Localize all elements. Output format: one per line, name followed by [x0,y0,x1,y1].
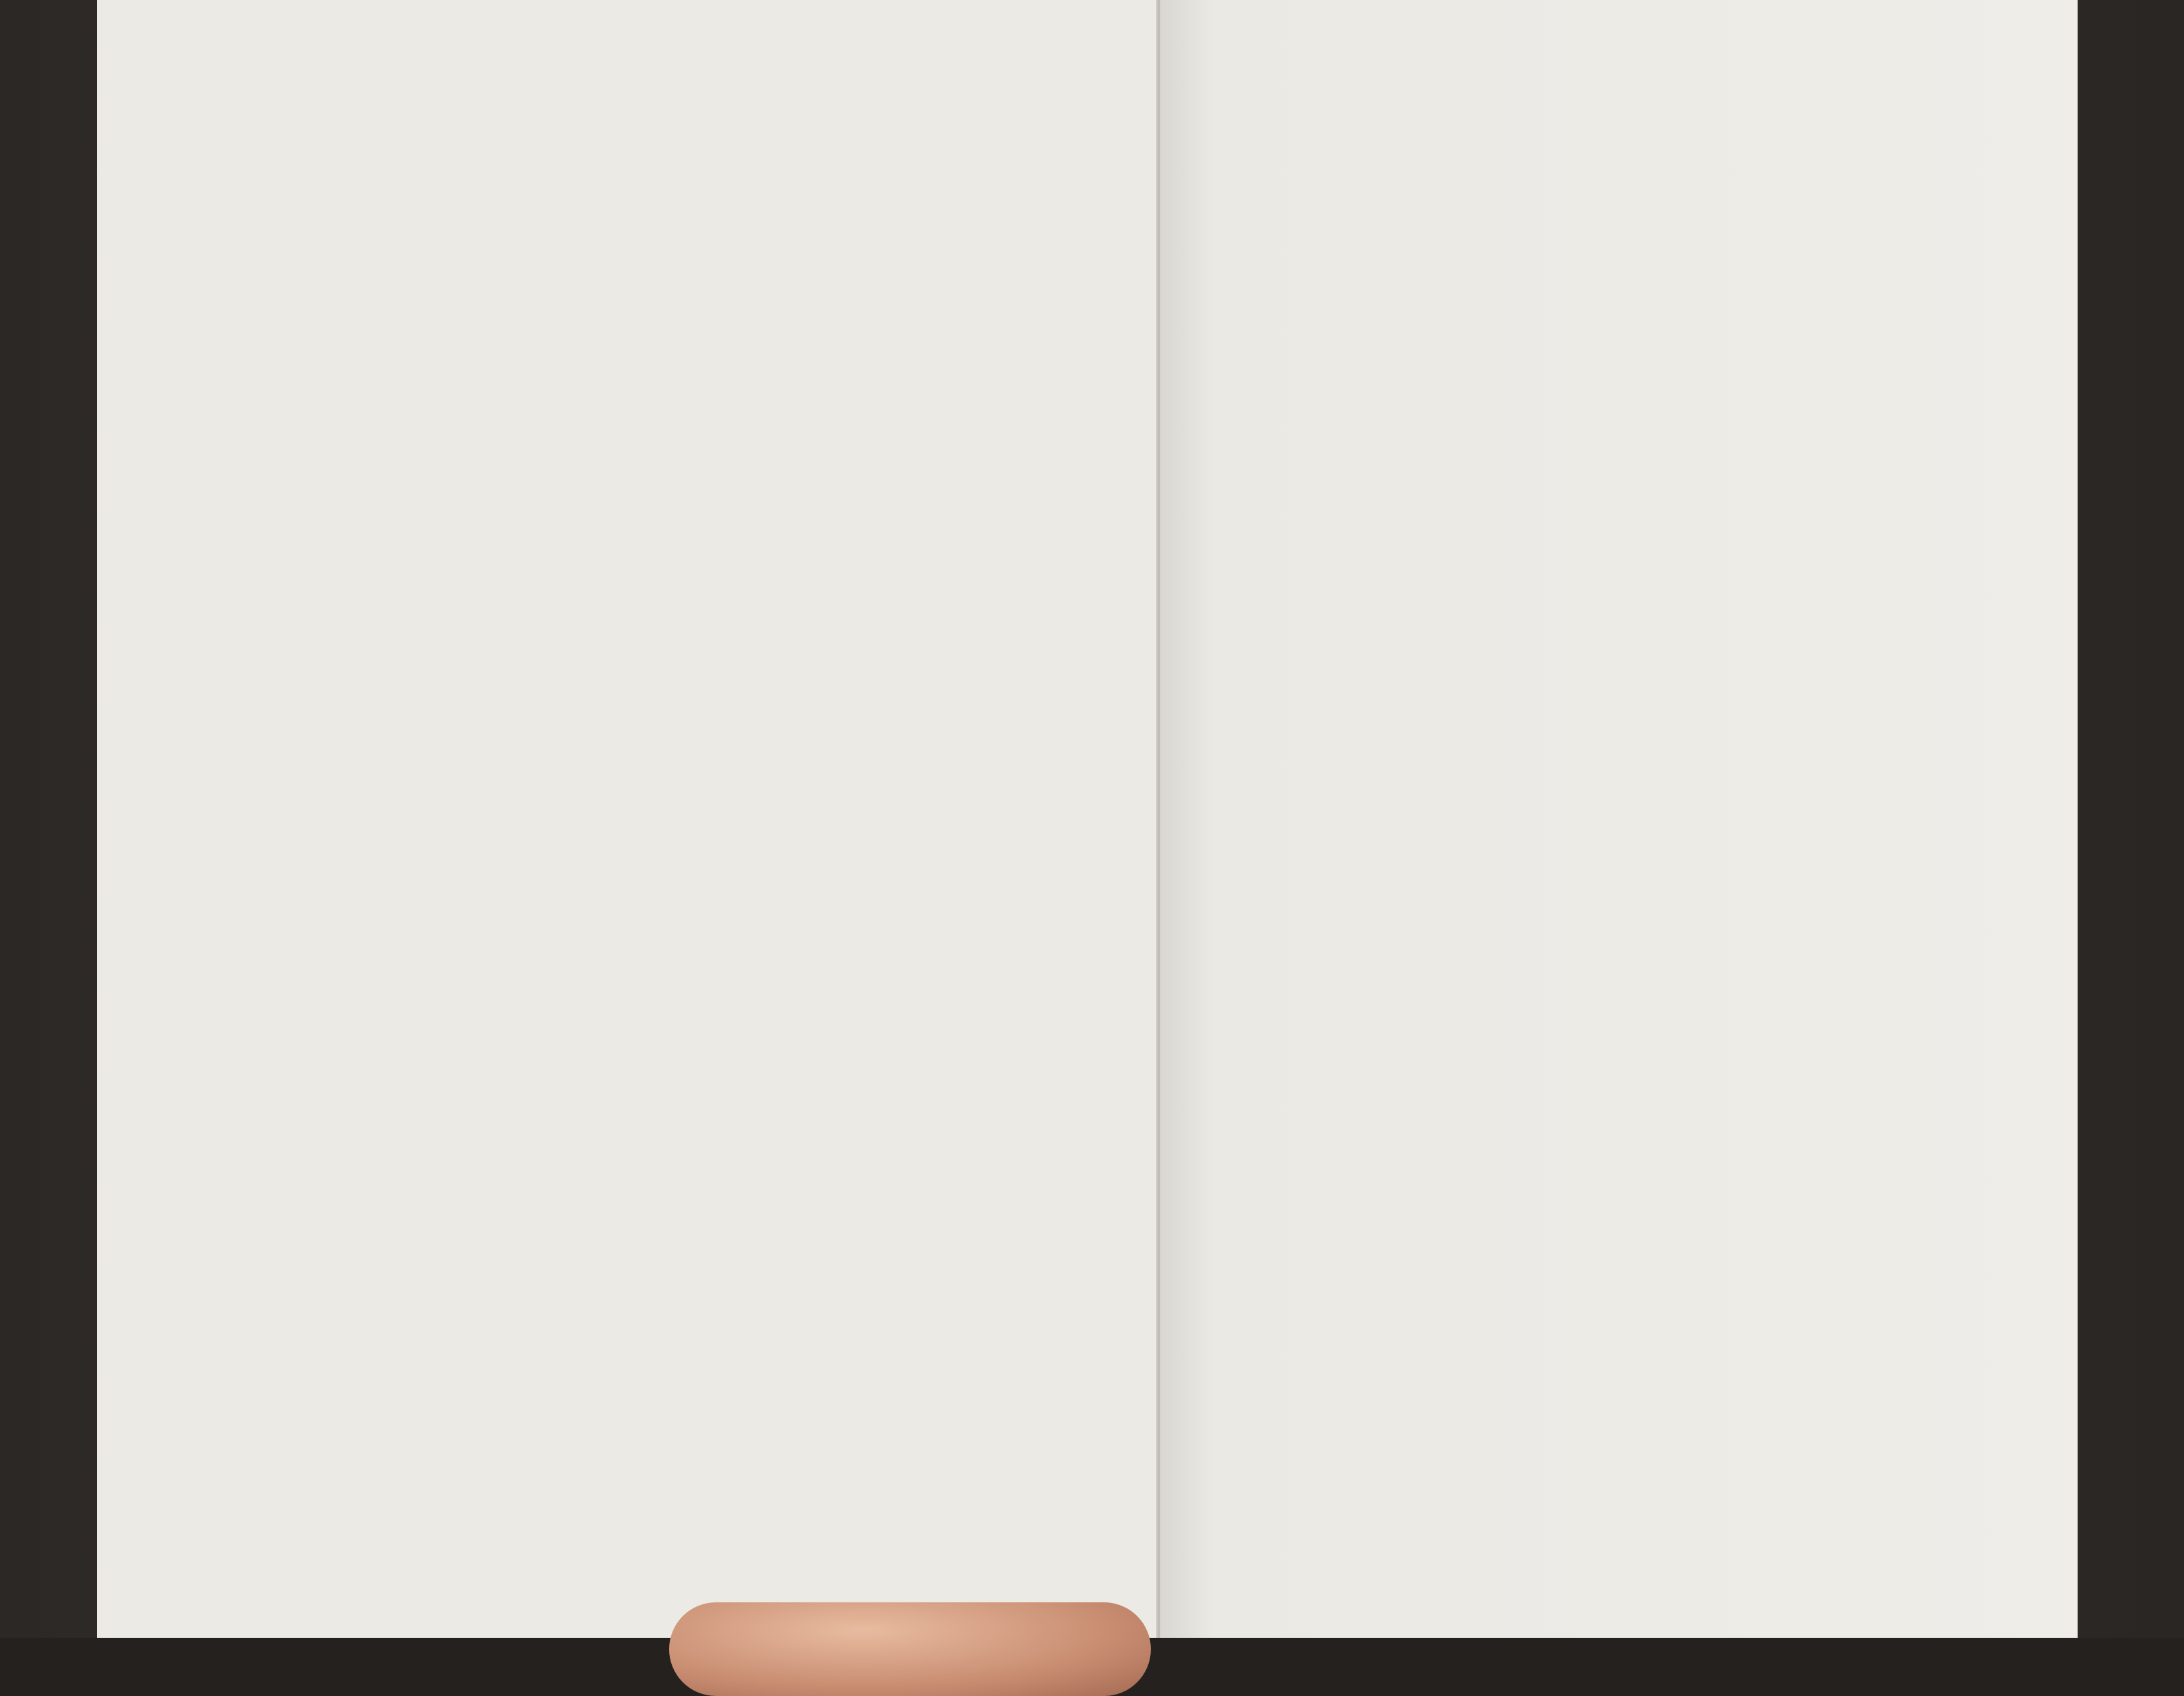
paper-fold [1156,0,1160,1638]
paper-right-panel [1158,0,2078,1638]
finger-holding-paper [669,1602,1151,1696]
